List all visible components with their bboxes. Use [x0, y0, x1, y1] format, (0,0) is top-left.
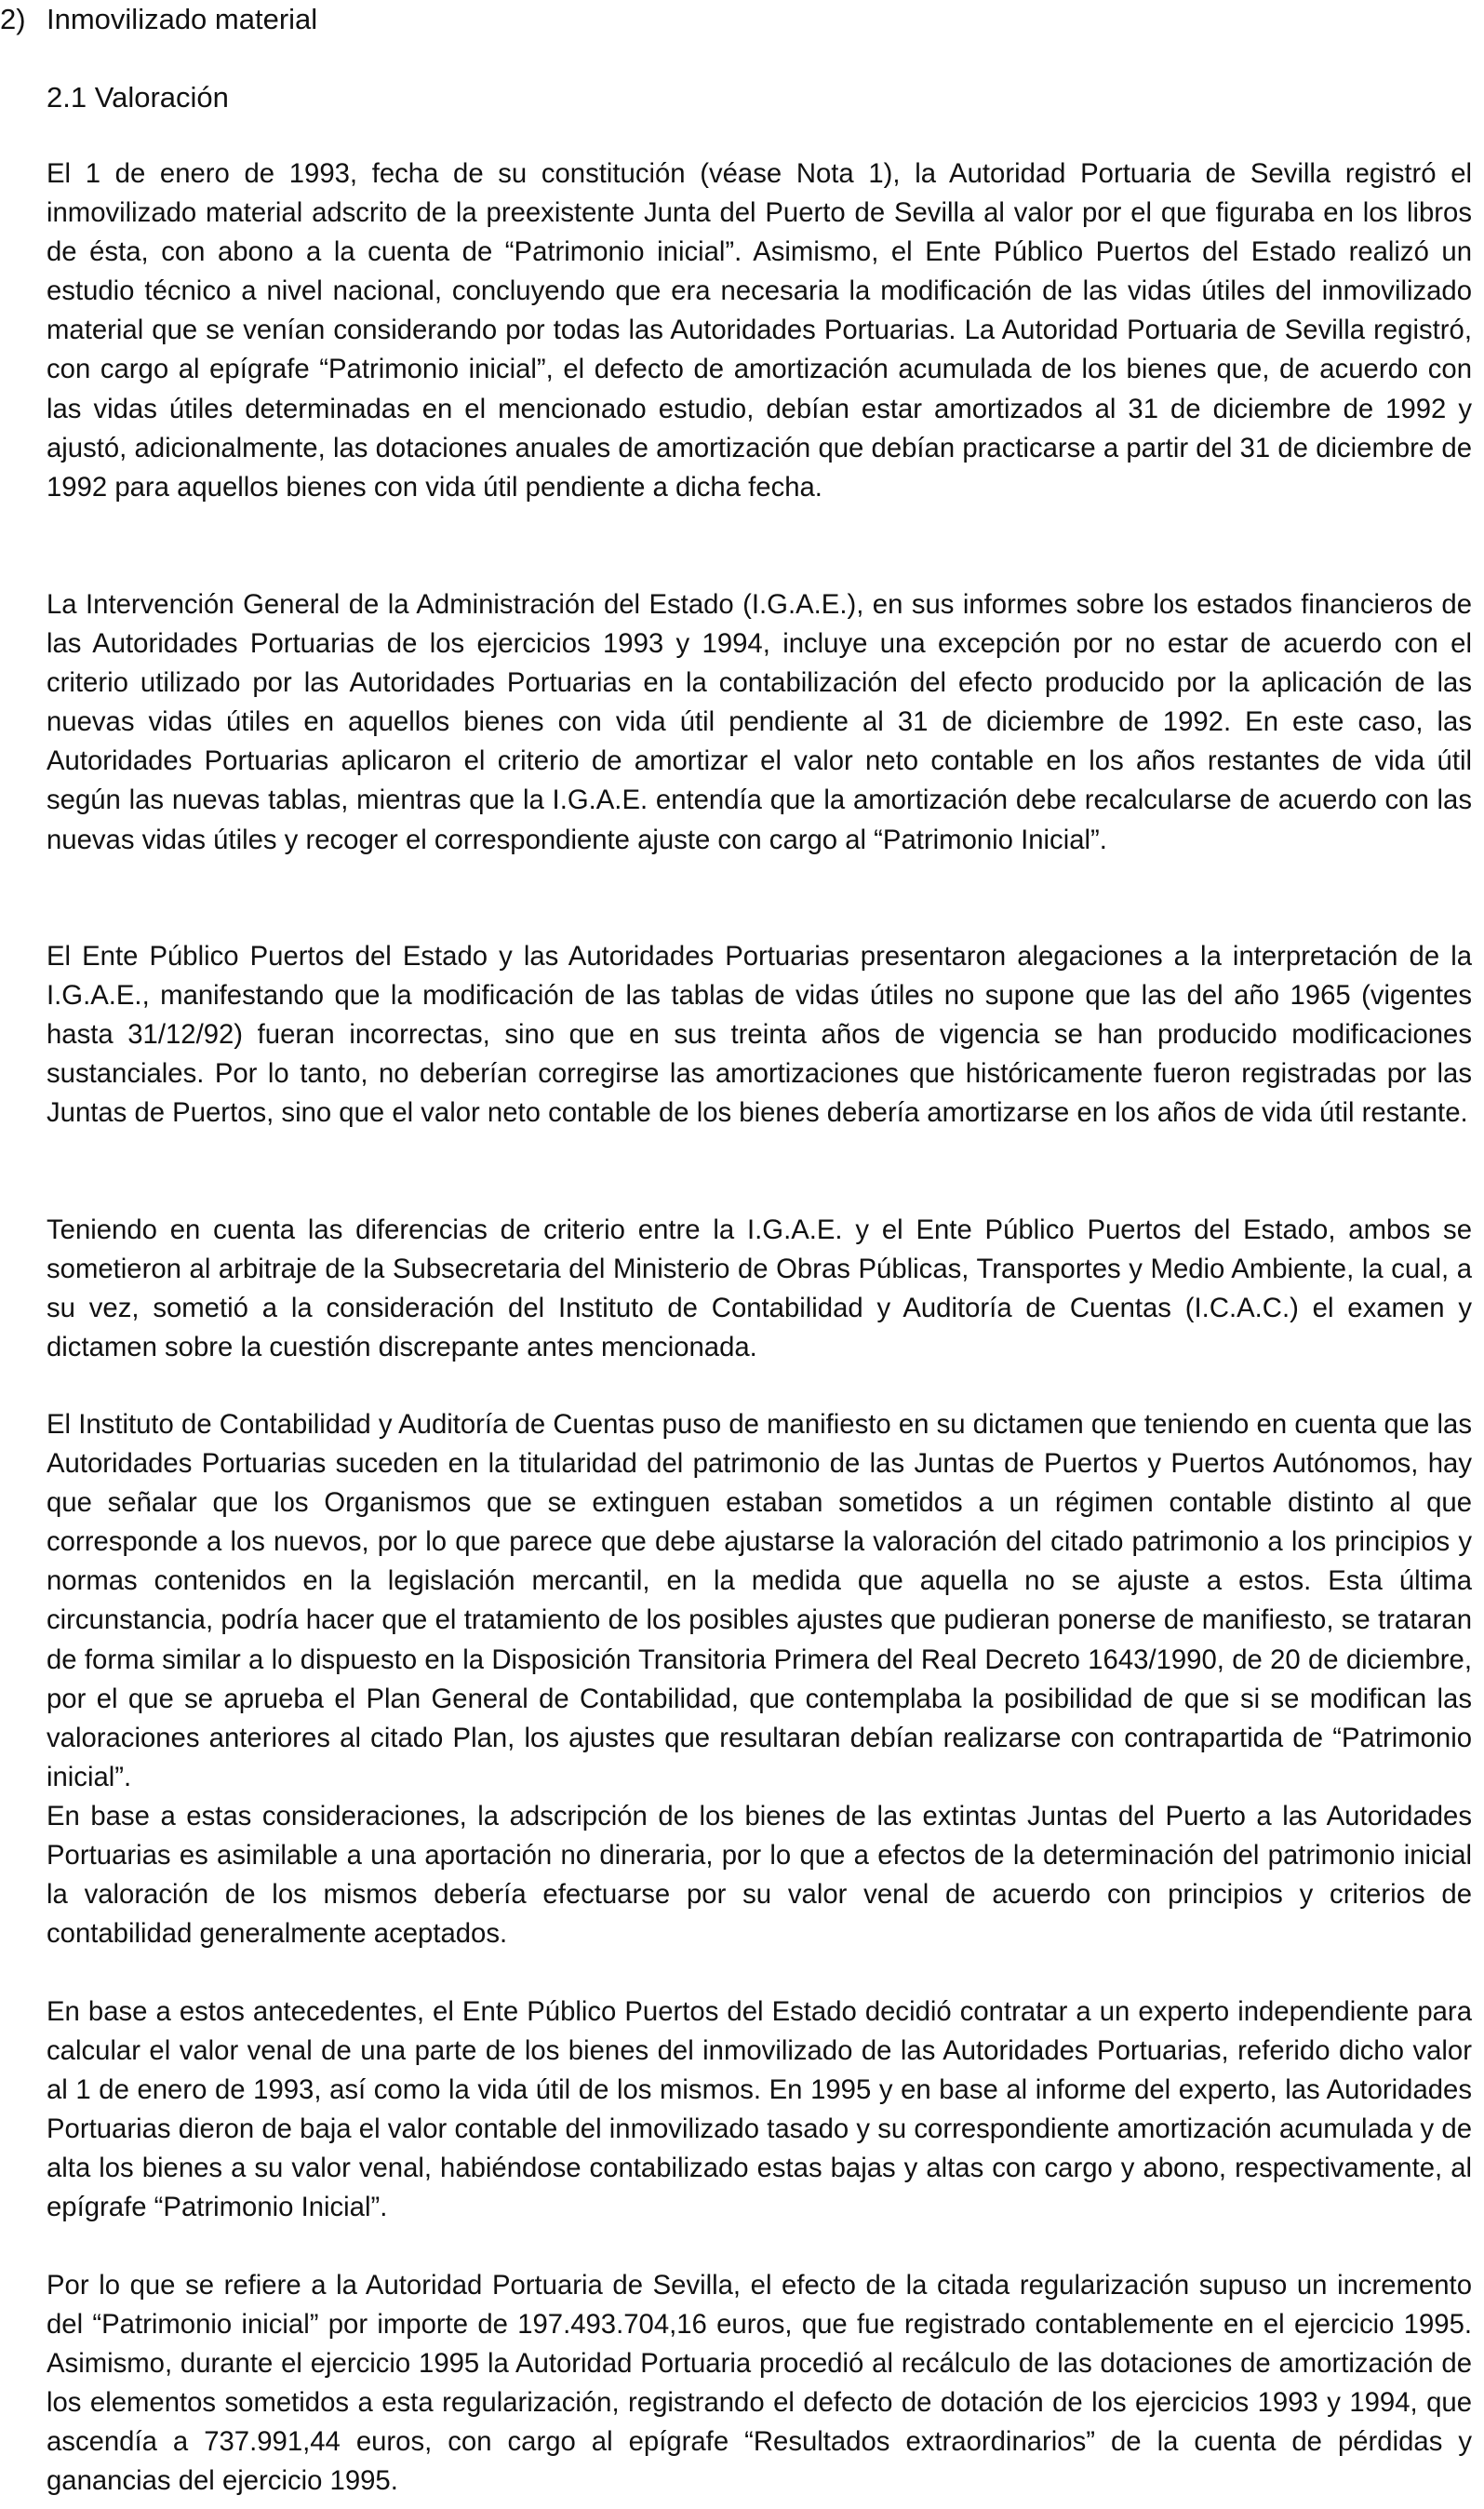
paragraph-sevilla-effect: Por lo que se refiere a la Autoridad Portuaria de Sevilla, el efecto de la citada regularización supuso un incremento del “Patrimonio inicial” por importe de 197.493.704,16 euros, que fue registrado contablemente en el ejercicio 1995. Asimismo, durante el ejercicio 1995 la Autoridad Portuaria procedió al recálculo de las dotaciones de amortización de los elementos sometidos a esta regularización, registrando el defecto de dotación de los ejercicios 1993 y 1994, que ascendía a 737.991,44 euros, con cargo al epígrafe “Resultados extraordinarios” de la cuenta de pérdidas y ganancias del ejercicio 1995.: [47, 2270, 1472, 2497]
paragraph-non-monetary-contribution: En base a estas consideraciones, la adscripción de los bienes de las extintas Juntas del Puerto a las Autoridades Portuarias es asimilable a una aportación no dineraria, por lo que a efectos de la determinación del patrimonio inicial la valoración de los mismos debería efectuarse por su valor venal de acuerdo con principios y criterios de contabilidad generalmente aceptados.: [47, 1801, 1472, 1950]
section-number: 2): [0, 3, 26, 35]
paragraph-independent-expert: En base a estos antecedentes, el Ente Público Puertos del Estado decidió contratar a un experto independiente para calcular el valor venal de una parte de los bienes del inmovilizado de las Autoridades Portuarias, referido dicho valor al 1 de enero de 1993, así como la vida útil de los mismos. En 1995 y en base al informe del experto, las Autoridades Portuarias dieron de baja el valor contable del inmovilizado tasado y su correspondiente amortización acumulada y de alta los bienes a su valor venal, habiéndose contabilizado estas bajas y altas con cargo y abono, respectivamente, al epígrafe “Patrimonio Inicial”.: [47, 1996, 1472, 2223]
paragraph-icac-opinion: El Instituto de Contabilidad y Auditoría de Cuentas puso de manifiesto en su dictamen que teniendo en cuenta que las Autoridades Portuarias suceden en la titularidad del patrimonio de las Juntas de Puertos y Puertos Autónomos, hay que señalar que los Organismos que se extinguen estaban sometidos a un régimen contable distinto al que corresponde a los nuevos, por lo que parece que debe ajustarse la valoración del citado patrimonio a los principios y normas contenidos en la legislación mercantil, en la medida que aquella no se ajuste a estos. Esta última circunstancia, podría hacer que el tratamiento de los posibles ajustes que pudieran ponerse de manifiesto, se trataran de forma similar a lo dispuesto en la Disposición Transitoria Primera del Real Decreto 1643/1990, de 20 de diciembre, por el que se aprueba el Plan General de Contabilidad, que contemplaba la posibilidad de que si se modifican las valoraciones anteriores al citado Plan, los ajustes que resultaran debían realizarse con contrapartida de “Patrimonio inicial”.: [47, 1409, 1472, 1792]
paragraph-arbitration: Teniendo en cuenta las diferencias de criterio entre la I.G.A.E. y el Ente Público Puertos del Estado, ambos se sometieron al arbitraje de la Subsecretaria del Ministerio de Obras Públicas, Transportes y Medio Ambiente, la cual, a su vez, sometió a la consideración del Instituto de Contabilidad y Auditoría de Cuentas (I.C.A.C.) el examen y dictamen sobre la cuestión discrepante antes mencionada.: [47, 1214, 1472, 1363]
section-heading: [0, 0, 317, 39]
section-title: Inmovilizado material: [47, 3, 318, 35]
paragraph-allegations: El Ente Público Puertos del Estado y las Autoridades Portuarias presentaron alegaciones a la interpretación de la I.G.A.E., manifestando que la modificación de las tablas de vidas útiles no supone que las del año 1965 (vigentes hasta 31/12/92) fueran incorrectas, sino que en sus treinta años de vigencia se han producido modificaciones sustanciales. Por lo tanto, no deberían corregirse las amortizaciones que históricamente fueron registradas por las Juntas de Puertos, sino que el valor neto contable de los bienes debería amortizarse en los años de vida útil restante.: [47, 941, 1472, 1129]
paragraph-initial-valuation: El 1 de enero de 1993, fecha de su constitución (véase Nota 1), la Autoridad Portuaria de Sevilla registró el inmovilizado material adscrito de la preexistente Junta del Puerto de Sevilla al valor por el que figuraba en los libros de ésta, con abono a la cuenta de “Patrimonio inicial”. Asimismo, el Ente Público Puertos del Estado realizó un estudio técnico a nivel nacional, concluyendo que era necesaria la modificación de las vidas útiles del inmovilizado material que se venían considerando por todas las Autoridades Portuarias. La Autoridad Portuaria de Sevilla registró, con cargo al epígrafe “Patrimonio inicial”, el defecto de amortización acumulada de los bienes que, de acuerdo con las vidas útiles determinadas en el mencionado estudio, debían estar amortizados al 31 de diciembre de 1992 y ajustó, adicionalmente, las dotaciones anuales de amortización que debían practicarse a partir del 31 de diciembre de 1992 para aquellos bienes con vida útil pendiente a dicha fecha.: [47, 158, 1472, 503]
subsection-heading: 2.1 Valoración: [47, 81, 229, 114]
paragraph-igae-exception: La Intervención General de la Administración del Estado (I.G.A.E.), en sus informes sobre los estados financieros de las Autoridades Portuarias de los ejercicios 1993 y 1994, incluye una excepción por no estar de acuerdo con el criterio utilizado por las Autoridades Portuarias en la contabilización del efecto producido por la aplicación de las nuevas vidas útiles en aquellos bienes con vida útil pendiente al 31 de diciembre de 1992. En este caso, las Autoridades Portuarias aplicaron el criterio de amortizar el valor neto contable en los años restantes de vida útil según las nuevas tablas, mientras que la I.G.A.E. entendía que la amortización debe recalcularse de acuerdo con las nuevas vidas útiles y recoger el correspondiente ajuste con cargo al “Patrimonio Inicial”.: [47, 589, 1472, 855]
